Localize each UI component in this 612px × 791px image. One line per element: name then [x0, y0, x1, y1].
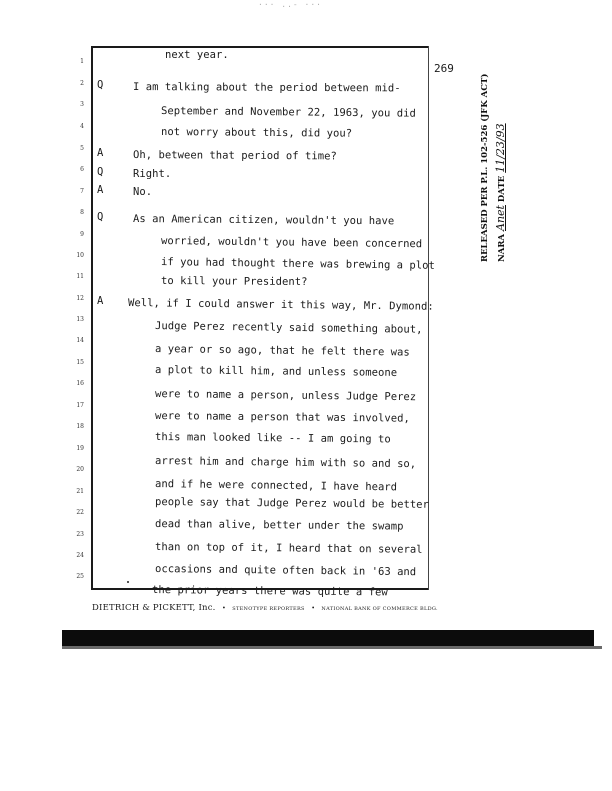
line-number: 20: [76, 466, 84, 473]
stamp-nara-label: NARA: [497, 233, 507, 262]
line-number: 6: [80, 166, 84, 173]
transcript-line: dead than alive, better under the swamp: [154, 518, 404, 533]
line-number: 24: [76, 552, 84, 559]
speaker-label: Q: [97, 166, 104, 178]
transcript-line: Right.: [133, 168, 172, 180]
transcript-line: than on top of it, I heard that on several: [154, 541, 423, 556]
line-number: 7: [80, 188, 84, 195]
line-number: 19: [76, 445, 84, 452]
transcript-line: worried, wouldn't you have been concerned: [160, 235, 423, 251]
transcript-line: were to name a person that was involved,: [154, 410, 410, 425]
transcript-line: people say that Judge Perez would be better: [154, 496, 430, 511]
stamp-nara-initials: Anet: [494, 205, 507, 231]
line-number: 14: [76, 337, 84, 344]
transcript-line: a plot to kill him, and unless someone: [154, 364, 398, 379]
line-number: 23: [76, 531, 84, 538]
speaker-label: A: [97, 295, 104, 307]
line-number: 16: [76, 380, 84, 387]
transcript-line: Oh, between that period of time?: [132, 149, 337, 163]
header-smudge: ··· ..- ···: [258, 0, 322, 9]
line-number: 4: [80, 123, 84, 130]
line-number: 22: [76, 509, 84, 516]
stray-mark: [127, 581, 129, 583]
line-number: 1: [80, 58, 84, 65]
transcript-line: Judge Perez recently said something about,: [154, 320, 423, 336]
transcript-line: this man looked like -- I am going to: [154, 431, 391, 446]
transcript-line: Well, if I could answer it this way, Mr. Dymond:: [127, 297, 434, 313]
line-number: 21: [76, 488, 84, 495]
footer-address: NATIONAL BANK OF COMMERCE BLDG.: [321, 606, 438, 612]
stamp-date-label: DATE: [497, 175, 507, 203]
footer-separator: •: [222, 605, 226, 612]
transcript-line: the prior years there was quite a few: [151, 584, 388, 599]
line-number: 25: [76, 573, 84, 580]
footer-firm: DIETRICH & PICKETT, Inc.: [92, 603, 216, 613]
transcript-line: if you had thought there was brewing a plot: [160, 256, 436, 272]
transcript-line: occasions and quite often back in '63 and: [154, 563, 417, 579]
transcript-line: not worry about this, did you?: [160, 126, 353, 140]
line-number: 9: [80, 231, 84, 238]
line-number: 13: [76, 316, 84, 323]
line-number: 10: [76, 252, 84, 259]
footer: [92, 603, 438, 613]
line-number: 12: [76, 295, 84, 302]
footer-service: STENOTYPE REPORTERS: [232, 606, 305, 612]
line-number: 8: [80, 209, 84, 216]
transcript-line: arrest him and charge him with so and so,: [154, 455, 417, 471]
scan-edge-shadow: [62, 646, 602, 649]
line-number: 15: [76, 359, 84, 366]
line-number: 11: [76, 273, 84, 280]
transcript-line: I am talking about the period between mid-: [132, 81, 401, 95]
transcript-line: As an American citizen, wouldn't you have: [132, 213, 395, 228]
transcript-line: September and November 22, 1963, you did: [160, 105, 416, 120]
line-number: 17: [76, 402, 84, 409]
footer-separator: •: [311, 605, 315, 612]
speaker-label: A: [97, 184, 104, 196]
transcript-line: to kill your President?: [160, 275, 308, 289]
speaker-label: A: [97, 147, 104, 159]
line-number: 2: [80, 80, 84, 87]
speaker-label: Q: [97, 79, 104, 91]
line-number: 3: [80, 101, 84, 108]
transcript-line: were to name a person, unless Judge Perez: [154, 388, 417, 404]
transcript-line: next year.: [165, 49, 229, 61]
transcript-line: a year or so ago, that he felt there was: [154, 343, 410, 359]
transcript-line: and if he were connected, I have heard: [154, 478, 398, 494]
transcript-line: No.: [133, 186, 153, 198]
line-number: 18: [76, 423, 84, 430]
line-number: 5: [80, 145, 84, 152]
page-number: 269: [434, 62, 454, 75]
stamp-date-value: 11/23/93: [494, 123, 507, 173]
speaker-label: Q: [97, 211, 104, 223]
release-stamp-line2: [494, 123, 507, 262]
scan-edge-bar: [62, 630, 594, 647]
release-stamp-line1: RELEASED PER P.L. 102-526 (JFK ACT): [480, 73, 490, 262]
release-stamp: [476, 73, 516, 281]
